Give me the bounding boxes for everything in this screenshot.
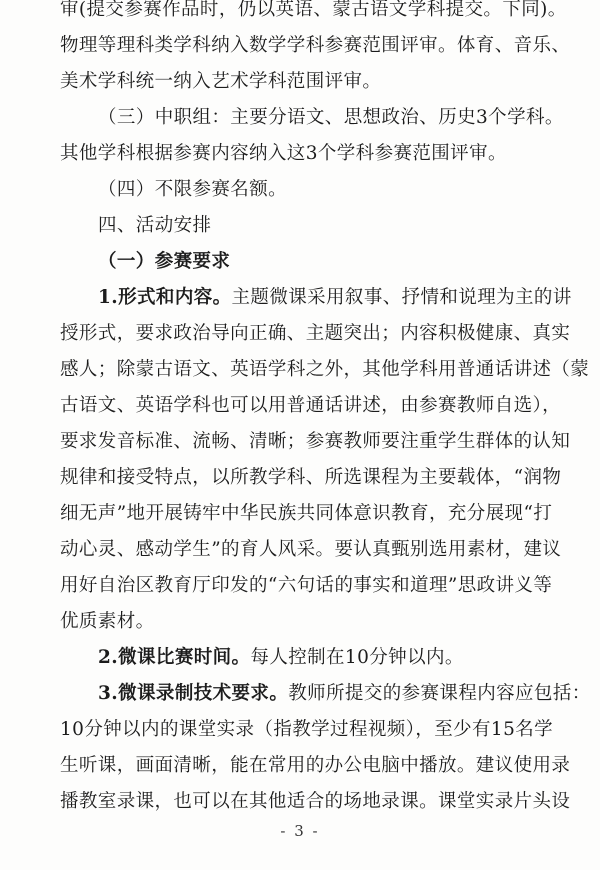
point-2-text: 每人控制在10分钟以内。 [250, 647, 464, 668]
text-line: 感人；除蒙古语文、英语学科之外，其他学科用普通话讲述（蒙 [60, 359, 590, 380]
text-line: 审(提交参赛作品时，仍以英语、蒙古语文学科提交。下同)。 [60, 0, 567, 20]
text-line: 优质素材。 [60, 611, 155, 632]
point-3-heading: 3.微课录制技术要求。 [98, 683, 289, 704]
subsection-heading: （一）参赛要求 [98, 251, 231, 272]
text-line: 授形式，要求政治导向正确、主题突出；内容积极健康、真实 [60, 323, 571, 344]
text-line: 动心灵、感动学生”的育人风采。要认真甄别选用素材，建议 [60, 539, 562, 560]
point-1-heading: 1.形式和内容。 [98, 287, 232, 308]
page-number: - 3 - [280, 822, 320, 840]
text-line: （三）中职组：主要分语文、思想政治、历史3个学科。 [98, 107, 564, 128]
text-line: 美术学科统一纳入艺术学科范围评审。 [60, 71, 382, 92]
point-3-line [98, 676, 591, 712]
point-2-heading: 2.微课比赛时间。 [98, 647, 251, 668]
text-line: 要求发音标准、流畅、清晰；参赛教师要注重学生群体的认知 [60, 431, 571, 452]
text-line: 其他学科根据参赛内容纳入这3个学科参赛范围评审。 [60, 143, 507, 164]
text-line: 规律和接受特点，以所教学科、所选课程为主要载体，“润物 [60, 467, 562, 488]
point-2-line [98, 640, 560, 676]
text-line: 生听课，画面清晰，能在常用的办公电脑中播放。建议使用录 [60, 755, 571, 776]
point-1-line [98, 280, 572, 316]
text-line: 细无声”地开展铸牢中华民族共同体意识教育，充分展现“打 [60, 503, 553, 524]
text-line: 物理等理科类学科纳入数学学科参赛范围评审。体育、音乐、 [60, 35, 571, 56]
point-1-text: 主题微课采用叙事、抒情和说理为主的讲 [231, 287, 572, 308]
section-heading: 四、活动安排 [98, 215, 212, 236]
text-line: （四）不限参赛名额。 [98, 179, 288, 200]
text-line: 10分钟以内的课堂实录（指教学过程视频），至少有15名学 [60, 719, 554, 740]
text-line: 用好自治区教育厅印发的“六句话的事实和道理”思政讲义等 [60, 575, 553, 596]
text-line: 古语文、英语学科也可以用普通话讲述，由参赛教师自选）， [60, 395, 562, 416]
text-line: 播教室录课，也可以在其他适合的场地录课。课堂实录片头设 [60, 791, 571, 812]
point-3-text: 教师所提交的参赛课程内容应包括： [288, 683, 591, 704]
